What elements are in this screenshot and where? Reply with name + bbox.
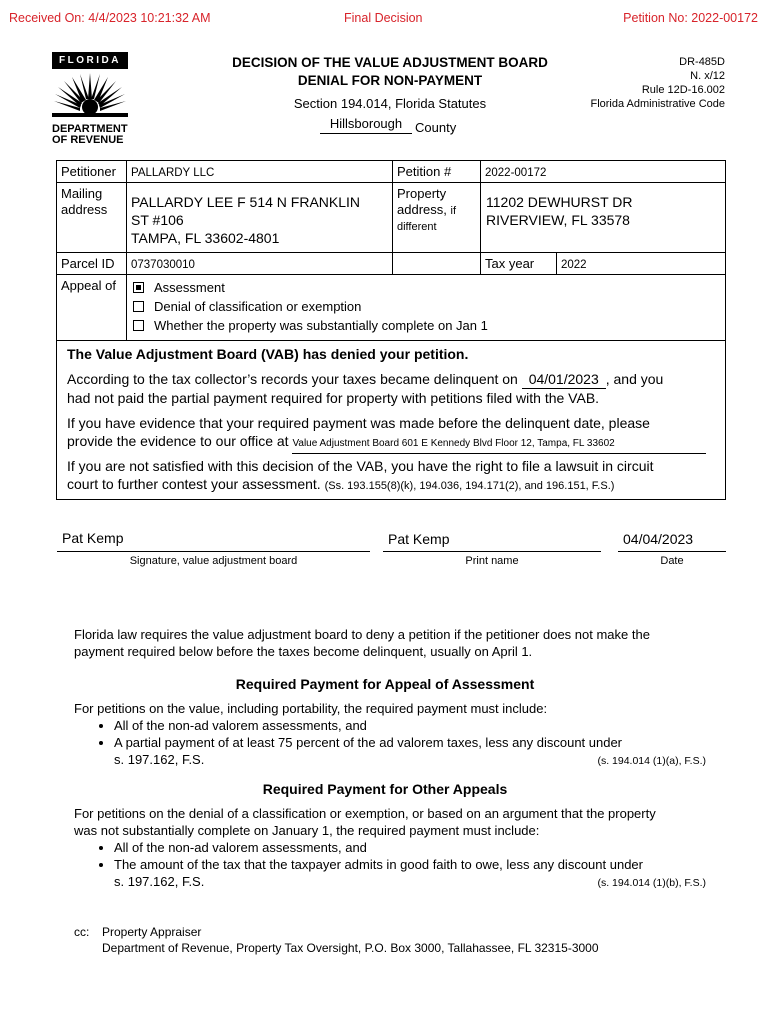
- delinquency-text: According to the tax collector’s records your taxes became delinquent on: [67, 371, 518, 387]
- lawsuit-text: court to further contest your assessment.: [67, 476, 321, 492]
- lawsuit-text: If you are not satisfied with this decision of the VAB, you have the right to file a lawsuit in circuit: [67, 458, 654, 474]
- print-name-caption: Print name: [465, 555, 519, 567]
- form-number: DR-485D: [679, 56, 725, 68]
- signature-line: [57, 551, 370, 552]
- mailing-address-label: [61, 186, 107, 218]
- property-label-line: address,: [397, 202, 447, 217]
- county-value: Hillsborough: [329, 116, 403, 131]
- denial-heading: The Value Adjustment Board (VAB) has denied your petition.: [67, 346, 469, 362]
- cc-recipient: Department of Revenue, Property Tax Oversight, P.O. Box 3000, Tallahassee, FL 32315-3000: [102, 941, 599, 955]
- form-subtitle: DENIAL FOR NON-PAYMENT: [297, 73, 483, 88]
- property-address-value: [486, 193, 633, 229]
- assessment-checkbox[interactable]: [133, 282, 144, 293]
- payment-bullet: • A partial payment of at least 75 percent of the ad valorem taxes, less any discount under: [114, 734, 714, 751]
- assessment-citation: (s. 194.014 (1)(a), F.S.): [597, 755, 706, 767]
- mailing-line: PALLARDY LEE F 514 N FRANKLIN: [131, 194, 361, 210]
- evidence-text: provide the evidence to our office at: [67, 433, 289, 449]
- form-title: DECISION OF THE VALUE ADJUSTMENT BOARD: [232, 55, 548, 70]
- classification-checkbox[interactable]: [133, 301, 144, 312]
- lawsuit-citation: (Ss. 193.155(8)(k), 194.036, 194.171(2), and 196.151, F.S.): [324, 480, 615, 492]
- mailing-label-line: address: [61, 202, 108, 217]
- property-label-line: Property: [397, 186, 447, 201]
- property-line: RIVERVIEW, FL 33578: [486, 212, 630, 228]
- parcel-id-label: Parcel ID: [61, 256, 115, 271]
- print-name-line: [383, 551, 601, 552]
- other-appeals-section: [74, 805, 714, 890]
- row-divider: [56, 274, 726, 275]
- property-label-line: different: [397, 221, 437, 233]
- signature-value: Pat Kemp: [62, 530, 124, 546]
- form-revision: N. x/12: [690, 70, 725, 82]
- logo-department-text: DEPARTMENT: [52, 123, 128, 135]
- petition-number-value: 2022-00172: [485, 167, 547, 179]
- payment-intro: For petitions on the denial of a classification or exemption, or based on an argument that the property: [74, 806, 656, 821]
- row-divider: [56, 182, 726, 183]
- payment-intro: was not substantially complete on January 1, the required payment must include:: [74, 823, 540, 838]
- signature-caption: Signature, value adjustment board: [129, 555, 298, 567]
- payment-bullet: • All of the non-ad valorem assessments, and: [114, 717, 714, 734]
- classification-option-label: Denial of classification or exemption: [154, 299, 362, 314]
- property-address-label: [397, 186, 456, 235]
- mailing-label-line: Mailing: [61, 186, 103, 201]
- county-field: [322, 116, 410, 131]
- petitioner-value: PALLARDY LLC: [131, 167, 215, 179]
- substantially-complete-option-label: Whether the property was substantially complete on Jan 1: [154, 318, 488, 333]
- mailing-line: TAMPA, FL 33602-4801: [131, 230, 280, 246]
- admin-code: Florida Administrative Code: [590, 98, 725, 110]
- florida-law-paragraph: [74, 626, 714, 660]
- mailing-address-value: [131, 193, 360, 247]
- evidence-text: If you have evidence that your required payment was made before the delinquent date, please: [67, 415, 650, 431]
- payment-bullet: • All of the non-ad valorem assessments, and: [114, 839, 714, 856]
- evidence-paragraph: [67, 414, 727, 454]
- payment-intro: For petitions on the value, including portability, the required payment must include:: [74, 701, 548, 716]
- petition-number-stamp: Petition No: 2022-00172: [623, 11, 758, 25]
- county-underline: [320, 133, 412, 134]
- delinquency-text: had not paid the partial payment required for property with petitions filed with the VAB.: [67, 390, 600, 406]
- payment-bullet-cont: s. 197.162, F.S.: [114, 752, 205, 767]
- col-divider: [480, 160, 481, 274]
- law-text: payment required below before the taxes become delinquent, usually on April 1.: [74, 644, 533, 659]
- row-divider: [56, 252, 726, 253]
- statute-reference: Section 194.014, Florida Statutes: [293, 96, 487, 111]
- property-line: 11202 DEWHURST DR: [486, 194, 633, 210]
- col-divider: [392, 160, 393, 274]
- tax-year-label: Tax year: [485, 256, 535, 271]
- county-label: County: [415, 120, 457, 135]
- law-text: Florida law requires the value adjustment board to deny a petition if the petitioner does not make the: [74, 627, 650, 642]
- sunburst-icon: [52, 69, 128, 117]
- row-divider: [56, 340, 726, 341]
- tax-year-value: 2022: [561, 259, 587, 271]
- property-label-if: if: [450, 205, 456, 217]
- delinquency-text: , and you: [605, 371, 664, 387]
- florida-dor-logo: [52, 52, 128, 146]
- form-number-block: [590, 55, 725, 111]
- appeal-of-label: Appeal of: [61, 278, 116, 293]
- delinquency-paragraph: [67, 370, 717, 407]
- other-appeals-citation: (s. 194.014 (1)(b), F.S.): [597, 877, 706, 889]
- logo-florida-text: FLORIDA: [52, 52, 128, 69]
- assessment-payment-section: [74, 700, 714, 768]
- vab-office-address: Value Adjustment Board 601 E Kennedy Blvd Floor 12, Tampa, FL 33602: [292, 435, 706, 454]
- col-divider: [126, 160, 127, 340]
- cc-block: [74, 924, 599, 956]
- final-decision-stamp: Final Decision: [344, 11, 423, 25]
- payment-bullet: • The amount of the tax that the taxpayer admits in good faith to owe, less any discount under: [114, 856, 714, 873]
- petition-number-label: Petition #: [397, 164, 452, 179]
- parcel-id-value: 0737030010: [131, 259, 195, 271]
- assessment-option-label: Assessment: [154, 280, 225, 295]
- date-value: 04/04/2023: [623, 531, 694, 547]
- col-divider: [556, 252, 557, 274]
- substantially-complete-checkbox[interactable]: [133, 320, 144, 331]
- print-name-value: Pat Kemp: [388, 531, 450, 547]
- received-stamp: Received On: 4/4/2023 10:21:32 AM: [9, 11, 211, 25]
- lawsuit-paragraph: [67, 457, 717, 495]
- payment-bullet-cont: s. 197.162, F.S.: [114, 874, 205, 889]
- cc-recipient: Property Appraiser: [102, 925, 202, 939]
- rule-number: Rule 12D-16.002: [641, 84, 725, 96]
- other-appeals-heading: Required Payment for Other Appeals: [262, 781, 508, 797]
- mailing-line: ST #106: [131, 212, 184, 228]
- cc-label: cc:: [74, 925, 90, 939]
- logo-revenue-text: OF REVENUE: [52, 134, 124, 146]
- date-line: [618, 551, 726, 552]
- date-caption: Date: [660, 555, 684, 567]
- petitioner-label: Petitioner: [61, 164, 116, 179]
- delinquent-date: 04/01/2023: [522, 370, 606, 389]
- assessment-payment-heading: Required Payment for Appeal of Assessment: [235, 676, 535, 692]
